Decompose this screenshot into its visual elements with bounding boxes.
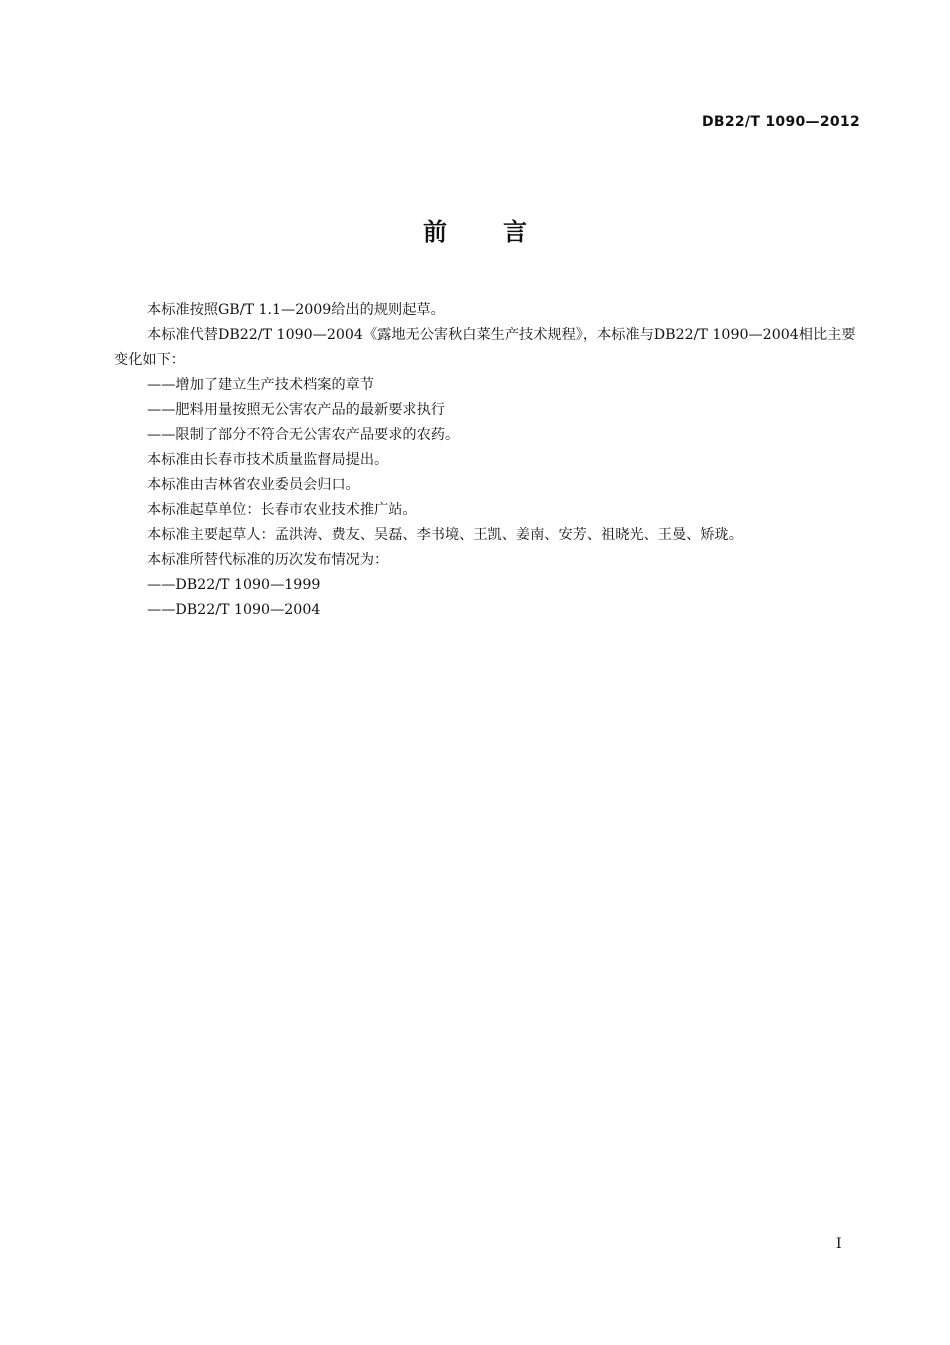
paragraph-drafting-unit: 本标准起草单位：长春市农业技术推广站。 [147, 502, 417, 518]
change-item-pesticide: ——限制了部分不符合无公害农产品要求的农药。 [147, 427, 460, 443]
history-item-2004: ——DB22/T 1090—2004 [147, 602, 321, 618]
page-number: I [836, 1236, 842, 1252]
change-item-fertilizer: ——肥料用量按照无公害农产品的最新要求执行 [147, 402, 445, 418]
paragraph-drafters: 本标准主要起草人：孟洪涛、费友、吴磊、李书境、王凯、姜南、安芳、祖晓光、王曼、矫珑。 [147, 527, 743, 543]
page-title: 前言 [423, 218, 583, 246]
foreword-body [114, 298, 862, 623]
paragraph-drafting-rules: 本标准按照GB/T 1.1—2009给出的规则起草。 [147, 302, 445, 318]
paragraph-proposer: 本标准由长春市技术质量监督局提出。 [147, 452, 389, 468]
document-code: DB22/T 1090—2012 [701, 114, 860, 130]
change-item-archive: ——增加了建立生产技术档案的章节 [147, 377, 375, 393]
paragraph-history: 本标准所替代标准的历次发布情况为： [147, 552, 389, 568]
paragraph-replacement: 本标准代替DB22/T 1090—2004《露地无公害秋白菜生产技术规程》，本标准与DB22/T 1090—2004相比主要变化如下： [114, 327, 856, 368]
paragraph-centralized-by: 本标准由吉林省农业委员会归口。 [147, 477, 360, 493]
history-item-1999: ——DB22/T 1090—1999 [147, 577, 321, 593]
